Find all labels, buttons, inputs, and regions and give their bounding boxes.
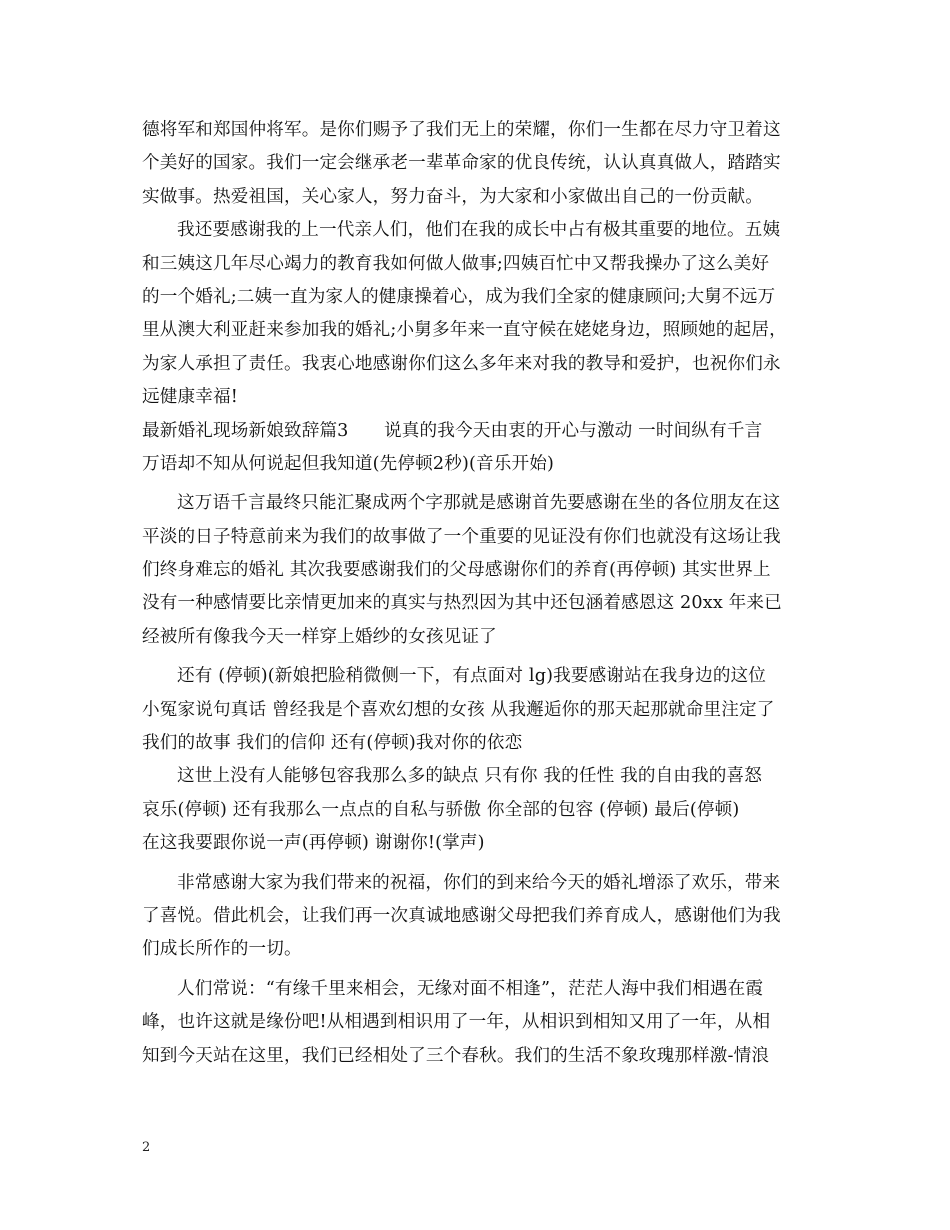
text-line: 峰，也许这就是缘份吧!从相遇到相识用了一年，从相识到相知又用了一年，从相 (142, 1012, 771, 1033)
paragraph-first-line: 还有 (停顿)(新娘把脸稍微侧一下，有点面对 lg)我要感谢站在我身边的这位 (177, 666, 767, 687)
paragraph-first-line: 这世上没有人能够包容我那么多的缺点 只有你 我的任性 我的自由我的喜怒 (177, 766, 763, 787)
text-line: 小冤家说句真话 曾经我是个喜欢幻想的女孩 从我邂逅你的那天起那就命里注定了 (142, 699, 775, 720)
section-heading-line: 最新婚礼现场新娘致辞篇3 说真的我今天由衷的开心与激动 一时间纵有千言 (142, 420, 763, 441)
text-line: 了喜悦。借此机会，让我们再一次真诚地感谢父母把我们养育成人，感谢他们为我 (142, 905, 781, 926)
text-line: 实做事。热爱祖国，关心家人，努力奋斗，为大家和小家做出自己的一份贡献。 (142, 186, 764, 207)
paragraph-first-line: 人们常说：“有缘千里来相会，无缘对面不相逢”，茫茫人海中我们相遇在霞 (177, 978, 764, 999)
text-line: 们成长所作的一切。 (142, 939, 302, 960)
text-line: 经被所有像我今天一样穿上婚纱的女孩见证了 (142, 626, 497, 647)
paragraph-first-line: 非常感谢大家为我们带来的祝福，你们的到来给今天的婚礼增添了欢乐，带来 (177, 872, 781, 893)
page-number: 2 (142, 1140, 151, 1155)
text-line: 哀乐(停顿) 还有我那么一点点的自私与骄傲 你全部的包容 (停顿) 最后(停顿) (142, 799, 740, 820)
paragraph-first-line: 我还要感谢我的上一代亲人们，他们在我的成长中占有极其重要的地位。五姨 (177, 220, 781, 241)
text-line: 我们的故事 我们的信仰 还有(停顿)我对你的依恋 (142, 733, 523, 754)
text-line: 平淡的日子特意前来为我们的故事做了一个重要的见证没有你们也就没有这场让我 (142, 526, 781, 547)
text-line: 没有一种感情要比亲情更加来的真实与热烈因为其中还包涵着感恩这 20xx 年来已 (142, 593, 782, 614)
text-line: 个美好的国家。我们一定会继承老一辈革命家的优良传统，认认真真做人，踏踏实 (142, 153, 781, 174)
text-line: 为家人承担了责任。我衷心地感谢你们这么多年来对我的教导和爱护，也祝你们永 (142, 353, 781, 374)
paragraph-first-line: 这万语千言最终只能汇聚成两个字那就是感谢首先要感谢在坐的各位朋友在这 (177, 493, 781, 514)
document-body (142, 114, 818, 1073)
text-line: 们终身难忘的婚礼 其次我要感谢我们的父母感谢你们的养育(再停顿) 其实世界上 (142, 560, 771, 581)
text-line: 德将军和郑国仲将军。是你们赐予了我们无上的荣耀，你们一生都在尽力守卫着这 (142, 120, 781, 140)
text-line: 在这我要跟你说一声(再停顿) 谢谢你!(掌声) (142, 833, 485, 854)
text-line: 远健康幸福! (142, 387, 238, 408)
text-line: 里从澳大利亚赶来参加我的婚礼;小舅多年来一直守候在姥姥身边，照顾她的起居， (142, 320, 787, 341)
text-line: 的一个婚礼;二姨一直为家人的健康操着心，成为我们全家的健康顾问;大舅不远万 (142, 286, 776, 307)
text-line: 万语却不知从何说起但我知道(先停顿2秒)(音乐开始) (142, 453, 555, 474)
text-line: 和三姨这几年尽心竭力的教育我如何做人做事;四姨百忙中又帮我操办了这么美好 (142, 253, 770, 274)
text-line: 知到今天站在这里，我们已经相处了三个春秋。我们的生活不象玫瑰那样激-情浪 (142, 1045, 770, 1066)
